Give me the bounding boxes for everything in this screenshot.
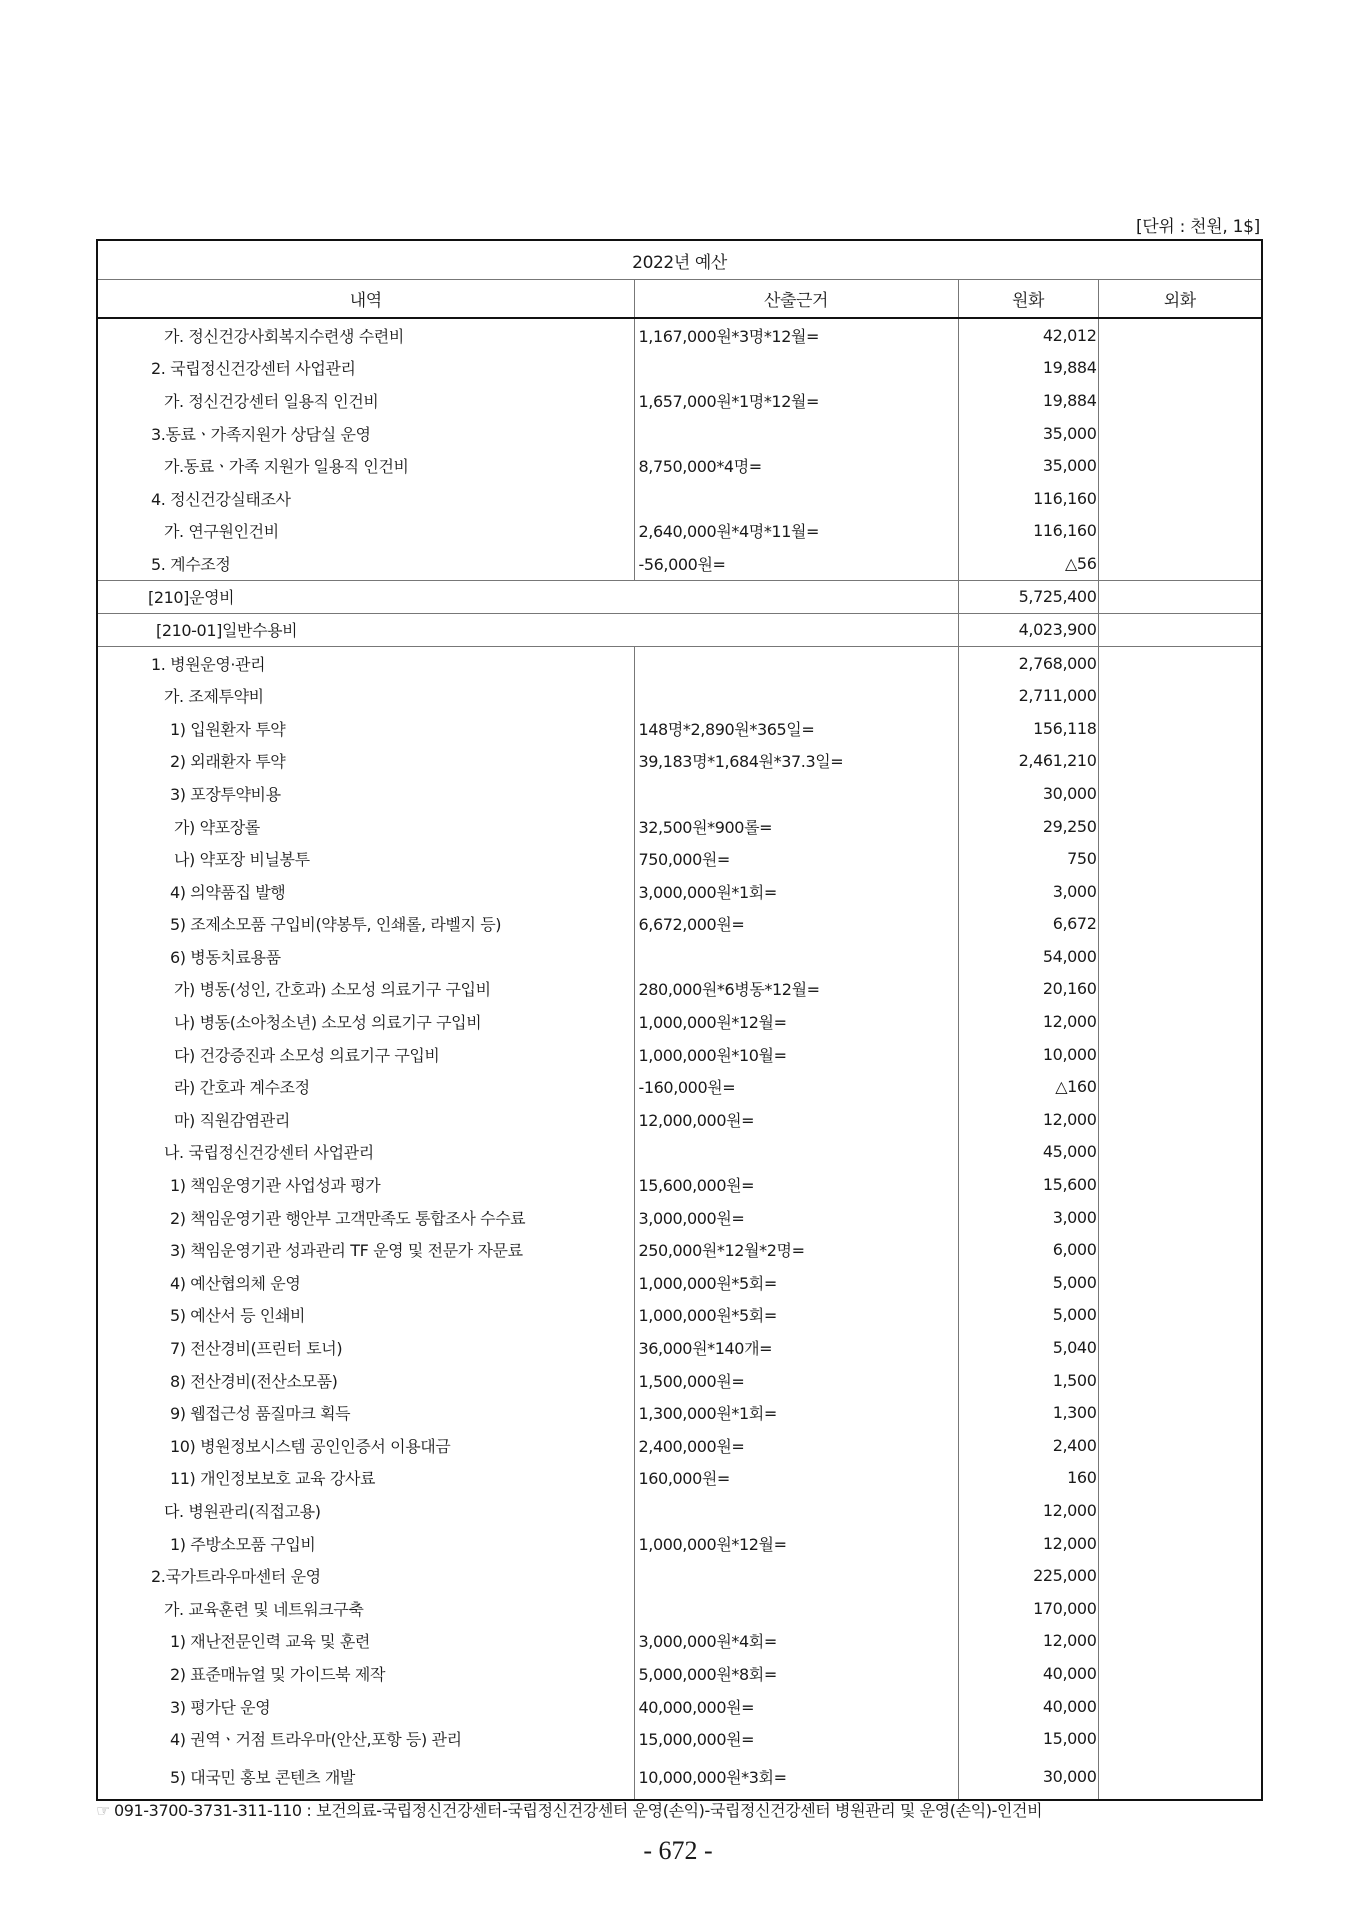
fx-amount [1098,1690,1262,1723]
table-title: 2022년 예산 [97,240,1262,280]
calculation-basis: 12,000,000원= [634,1103,958,1136]
item-label: 4) 권역ㆍ거점 트라우마(안산,포항 등) 관리 [170,1730,462,1750]
table-row [97,842,1262,875]
fx-amount [1098,745,1262,778]
fx-amount [1098,1201,1262,1234]
table-row [97,547,1262,580]
fx-amount [1098,1722,1262,1755]
table-row [97,712,1262,745]
calculation-basis: 2,640,000원*4명*11월= [634,515,958,548]
krw-amount: 1,500 [958,1364,1098,1397]
krw-amount: 19,884 [958,384,1098,417]
fx-amount [1098,875,1262,908]
item-label: 9) 웹접근성 품질마크 획득 [170,1404,351,1424]
fx-amount [1098,1038,1262,1071]
calculation-basis: 10,000,000원*3회= [634,1755,958,1800]
fx-amount [1098,1559,1262,1592]
fx-amount [1098,547,1262,580]
fx-amount [1098,810,1262,843]
table-row [97,1103,1262,1136]
fx-amount [1098,1755,1262,1800]
krw-amount: 29,250 [958,810,1098,843]
calculation-basis: 1,000,000원*10월= [634,1038,958,1071]
calculation-basis: 250,000원*12월*2명= [634,1233,958,1266]
calculation-basis [634,679,958,712]
item-label: 라) 간호과 계수조정 [174,1078,310,1098]
table-row [97,384,1262,417]
item-label: 2. 국립정신건강센터 사업관리 [151,359,356,379]
table-row [97,908,1262,941]
item-label: 5. 계수조정 [151,554,231,574]
fx-amount [1098,1429,1262,1462]
calculation-basis: 15,000,000원= [634,1722,958,1755]
table-row [97,1168,1262,1201]
table-row [97,1070,1262,1103]
fx-amount [1098,1136,1262,1169]
unit-note: [단위 : 천원, 1$] [1135,217,1260,237]
fx-amount [1098,1103,1262,1136]
calculation-basis [634,1592,958,1625]
fx-amount [1098,1592,1262,1625]
table-row [97,1722,1262,1755]
calculation-basis [634,646,958,679]
table-row [97,1364,1262,1397]
krw-amount: 12,000 [958,1005,1098,1038]
section-label: [210-01]일반수용비 [97,613,958,646]
fx-amount [1098,515,1262,548]
krw-amount: 54,000 [958,940,1098,973]
krw-amount: 116,160 [958,482,1098,515]
krw-amount: 750 [958,842,1098,875]
item-label: 가) 약포장롤 [174,817,260,837]
krw-amount: 15,000 [958,1722,1098,1755]
fx-amount [1098,940,1262,973]
calculation-basis: 36,000원*140개= [634,1331,958,1364]
table-row [97,940,1262,973]
krw-amount: 6,000 [958,1233,1098,1266]
table-row [97,1494,1262,1527]
table-row [97,1331,1262,1364]
calculation-basis: 1,000,000원*12월= [634,1005,958,1038]
krw-amount: 35,000 [958,417,1098,450]
fx-amount [1098,1266,1262,1299]
table-row [97,1299,1262,1332]
section-fx-amount [1098,580,1262,613]
krw-amount: 40,000 [958,1690,1098,1723]
budget-table [96,239,1263,1801]
table-row [97,973,1262,1006]
fx-amount [1098,318,1262,352]
fx-amount [1098,352,1262,385]
calculation-basis: 1,000,000원*5회= [634,1266,958,1299]
item-label: 4) 예산협의체 운영 [170,1273,301,1293]
item-label: 7) 전산경비(프린터 토너) [170,1339,343,1359]
table-row [97,1005,1262,1038]
item-label: 마) 직원감염관리 [174,1110,290,1130]
krw-amount: 2,768,000 [958,646,1098,679]
calculation-basis: 280,000원*6병동*12월= [634,973,958,1006]
calculation-basis: 1,300,000원*1회= [634,1396,958,1429]
krw-amount: 2,461,210 [958,745,1098,778]
item-label: 다. 병원관리(직접고용) [164,1501,321,1521]
fx-amount [1098,417,1262,450]
fx-amount [1098,1494,1262,1527]
krw-amount: 2,400 [958,1429,1098,1462]
section-row [97,613,1262,646]
table-row [97,515,1262,548]
calculation-basis [634,1494,958,1527]
table-row [97,1755,1262,1800]
item-label: 나) 병동(소아청소년) 소모성 의료기구 구입비 [174,1013,482,1033]
item-label: 11) 개인정보보호 교육 강사료 [170,1469,376,1489]
table-header-row [97,280,1262,319]
fx-amount [1098,1070,1262,1103]
krw-amount: 6,672 [958,908,1098,941]
item-label: 3) 포장투약비용 [170,784,281,804]
section-krw-amount: 4,023,900 [958,613,1098,646]
calculation-basis: 750,000원= [634,842,958,875]
krw-amount: 116,160 [958,515,1098,548]
header-krw: 원화 [958,280,1098,319]
calculation-basis: 1,000,000원*12월= [634,1527,958,1560]
calculation-basis: 160,000원= [634,1462,958,1495]
table-row [97,352,1262,385]
item-label: 가.동료ㆍ가족 지원가 일용직 인건비 [164,457,409,477]
item-label: 5) 대국민 홍보 콘텐츠 개발 [170,1768,355,1788]
table-row [97,810,1262,843]
item-label: 2) 외래환자 투약 [170,752,286,772]
krw-amount: 5,000 [958,1299,1098,1332]
krw-amount: 3,000 [958,875,1098,908]
krw-amount: 10,000 [958,1038,1098,1071]
calculation-basis: 148명*2,890원*365일= [634,712,958,745]
calculation-basis [634,940,958,973]
item-label: 2) 책임운영기관 행안부 고객만족도 통합조사 수수료 [170,1208,526,1228]
table-row [97,1136,1262,1169]
krw-amount: 170,000 [958,1592,1098,1625]
table-row [97,417,1262,450]
section-row [97,580,1262,613]
item-label: 가. 정신건강사회복지수련생 수련비 [164,326,404,346]
krw-amount: 45,000 [958,1136,1098,1169]
calculation-basis [634,352,958,385]
krw-amount: 12,000 [958,1527,1098,1560]
pointing-hand-icon: ☞ [96,1801,110,1820]
item-label: 다) 건강증진과 소모성 의료기구 구입비 [174,1045,440,1065]
item-label: 나) 약포장 비닐봉투 [174,850,310,870]
fx-amount [1098,1364,1262,1397]
krw-amount: 40,000 [958,1657,1098,1690]
table-row [97,482,1262,515]
table-row [97,1592,1262,1625]
fx-amount [1098,712,1262,745]
table-row [97,1201,1262,1234]
fx-amount [1098,1462,1262,1495]
footer-text: 091-3700-3731-311-110 : 보건의료-국립정신건강센터-국립정신건강센터 운영(손익)-국립정신건강센터 병원관리 및 운영(손익)-인건비 [113,1801,1043,1820]
table-title-row [97,240,1262,280]
calculation-basis: 1,000,000원*5회= [634,1299,958,1332]
item-label: 2.국가트라우마센터 운영 [151,1567,321,1587]
calculation-basis [634,1136,958,1169]
item-label: 3.동료ㆍ가족지원가 상담실 운영 [151,424,371,444]
section-krw-amount: 5,725,400 [958,580,1098,613]
table-body [97,318,1262,1800]
table-row [97,1462,1262,1495]
item-label: 6) 병동치료용품 [170,947,281,967]
item-label: 나. 국립정신건강센터 사업관리 [164,1143,374,1163]
fx-amount [1098,1625,1262,1658]
calculation-basis: 39,183명*1,684원*37.3일= [634,745,958,778]
krw-amount: 35,000 [958,449,1098,482]
table-row [97,1625,1262,1658]
table-row [97,318,1262,352]
item-label: 가. 정신건강센터 일용직 인건비 [164,391,379,411]
calculation-basis: 15,600,000원= [634,1168,958,1201]
calculation-basis: 3,000,000원*4회= [634,1625,958,1658]
krw-amount: 2,711,000 [958,679,1098,712]
krw-amount: 20,160 [958,973,1098,1006]
calculation-basis: 1,500,000원= [634,1364,958,1397]
table-row [97,1657,1262,1690]
item-label: 3) 책임운영기관 성과관리 TF 운영 및 전문가 자문료 [170,1241,523,1261]
section-fx-amount [1098,613,1262,646]
table-row [97,1559,1262,1592]
item-label: 5) 예산서 등 인쇄비 [170,1306,306,1326]
fx-amount [1098,646,1262,679]
fx-amount [1098,908,1262,941]
krw-amount: △160 [958,1070,1098,1103]
section-label: [210]운영비 [97,580,958,613]
table-row [97,1690,1262,1723]
krw-amount: 42,012 [958,318,1098,352]
item-label: 8) 전산경비(전산소모품) [170,1371,338,1391]
krw-amount: 160 [958,1462,1098,1495]
fx-amount [1098,1396,1262,1429]
calculation-basis: 40,000,000원= [634,1690,958,1723]
calculation-basis: -160,000원= [634,1070,958,1103]
krw-amount: 30,000 [958,777,1098,810]
krw-amount: 30,000 [958,1755,1098,1800]
fx-amount [1098,842,1262,875]
table-row [97,1266,1262,1299]
calculation-basis: 6,672,000원= [634,908,958,941]
fx-amount [1098,1233,1262,1266]
table-row [97,1038,1262,1071]
item-label: 1) 주방소모품 구입비 [170,1534,316,1554]
calculation-basis [634,1559,958,1592]
header-basis: 산출근거 [634,280,958,319]
calculation-basis: 3,000,000원*1회= [634,875,958,908]
fx-amount [1098,1527,1262,1560]
table-row [97,646,1262,679]
calculation-basis [634,482,958,515]
footer-note [96,1798,1042,1821]
table-row [97,449,1262,482]
item-label: 4) 의약품집 발행 [170,882,286,902]
calculation-basis: 1,167,000원*3명*12월= [634,318,958,352]
krw-amount: 156,118 [958,712,1098,745]
krw-amount: 225,000 [958,1559,1098,1592]
krw-amount: 3,000 [958,1201,1098,1234]
krw-amount: 19,884 [958,352,1098,385]
item-label: 1) 재난전문인력 교육 및 훈련 [170,1632,370,1652]
item-label: 10) 병원정보시스템 공인인증서 이용대금 [170,1436,451,1456]
krw-amount: 12,000 [958,1625,1098,1658]
item-label: 1) 입원환자 투약 [170,719,286,739]
calculation-basis: 2,400,000원= [634,1429,958,1462]
item-label: 4. 정신건강실태조사 [151,489,291,509]
calculation-basis: 32,500원*900롤= [634,810,958,843]
item-label: 1) 책임운영기관 사업성과 평가 [170,1176,381,1196]
fx-amount [1098,679,1262,712]
header-fx: 외화 [1098,280,1262,319]
calculation-basis: 5,000,000원*8회= [634,1657,958,1690]
calculation-basis [634,417,958,450]
item-label: 3) 평가단 운영 [170,1697,271,1717]
calculation-basis: -56,000원= [634,547,958,580]
fx-amount [1098,1005,1262,1038]
calculation-basis [634,777,958,810]
table-row [97,1527,1262,1560]
fx-amount [1098,1299,1262,1332]
table-row [97,1396,1262,1429]
item-label: 5) 조제소모품 구입비(약봉투, 인쇄롤, 라벨지 등) [170,915,502,935]
fx-amount [1098,1331,1262,1364]
fx-amount [1098,1168,1262,1201]
fx-amount [1098,777,1262,810]
item-label: 2) 표준매뉴얼 및 가이드북 제작 [170,1664,386,1684]
table-row [97,679,1262,712]
calculation-basis: 8,750,000*4명= [634,449,958,482]
calculation-basis: 1,657,000원*1명*12월= [634,384,958,417]
krw-amount: 12,000 [958,1103,1098,1136]
krw-amount: 5,040 [958,1331,1098,1364]
krw-amount: △56 [958,547,1098,580]
krw-amount: 12,000 [958,1494,1098,1527]
krw-amount: 1,300 [958,1396,1098,1429]
table-row [97,745,1262,778]
item-label: 가. 조제투약비 [164,687,264,707]
item-label: 가. 연구원인건비 [164,522,279,542]
fx-amount [1098,1657,1262,1690]
table-row [97,777,1262,810]
page-number: - 672 - [643,1836,713,1865]
krw-amount: 15,600 [958,1168,1098,1201]
item-label: 1. 병원운영·관리 [151,654,266,674]
calculation-basis: 3,000,000원= [634,1201,958,1234]
fx-amount [1098,384,1262,417]
item-label: 가. 교육훈련 및 네트워크구축 [164,1599,364,1619]
header-item: 내역 [97,280,634,319]
krw-amount: 5,000 [958,1266,1098,1299]
table-row [97,1233,1262,1266]
item-label: 가) 병동(성인, 간호과) 소모성 의료기구 구입비 [174,980,491,1000]
table-row [97,875,1262,908]
fx-amount [1098,973,1262,1006]
table-row [97,1429,1262,1462]
fx-amount [1098,449,1262,482]
fx-amount [1098,482,1262,515]
